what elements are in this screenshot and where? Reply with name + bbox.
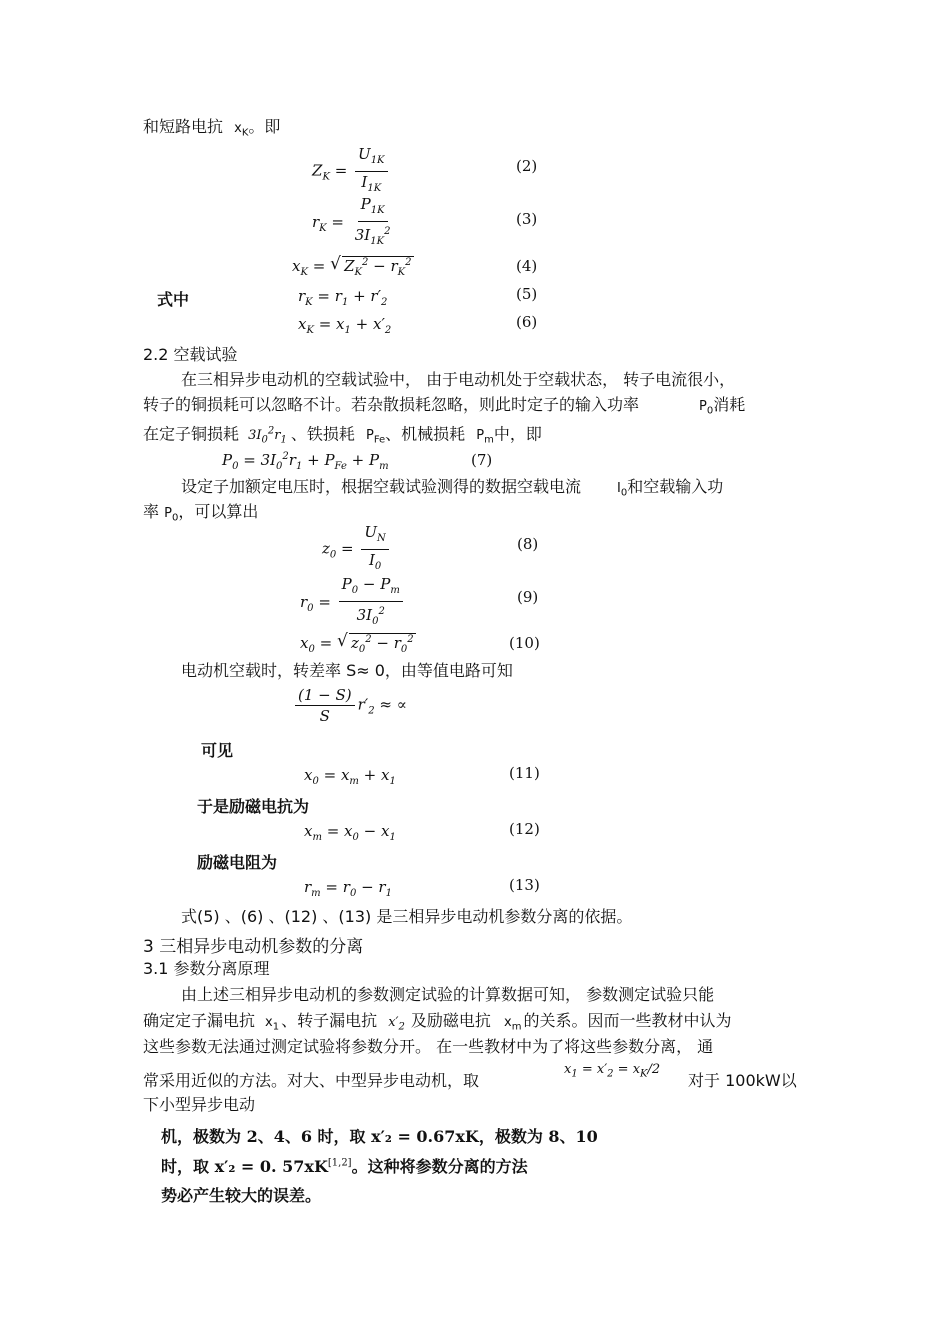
paragraph-line: 下小型异步电动 — [143, 1095, 256, 1114]
intro-line: 和短路电抗 $x_K$。即 — [143, 117, 281, 139]
paragraph-line: 对于 100kW以 — [688, 1071, 797, 1090]
equation-3: $r_K$ = $\frac{P_{1K}}{3I_{1K}^2}$ — [312, 195, 391, 247]
equation-8: $z_0$ = $\frac{U_N}{I_0}$ — [322, 523, 392, 576]
paragraph-line: 由上述三相异步电动机的参数测定试验的计算数据可知， 参数测定试验只能 — [181, 985, 715, 1004]
paragraph-line: 式(5) 、(6) 、(12) 、(13) 是三相异步电动机参数分离的依据。 — [181, 907, 633, 926]
equation-13: $r_m = r_0 - r_1$ — [304, 878, 392, 899]
approximation-formula: $x_1 = x'_2 = x_K/2$ — [564, 1062, 661, 1080]
where-label: 式中 — [157, 290, 190, 309]
equation-7: $P_0 = 3I_0^2r_1 + P_{Fe} + P_m$ — [222, 451, 389, 472]
equation-number: (3) — [516, 210, 538, 228]
label-excitation-reactance: 于是励磁电抗为 — [197, 797, 310, 816]
equation-11: $x_0 = x_m + x_1$ — [304, 766, 396, 787]
paragraph-line: 常采用近似的方法。对大、中型异步电动机，取 — [143, 1071, 480, 1090]
label-kejian: 可见 — [201, 741, 234, 760]
paragraph-line: 在三相异步电动机的空载试验中， 由于电动机处于空载状态， 转子电流很小， — [181, 370, 736, 389]
paragraph-line: 确定定子漏电抗 $x_1$ 、转子漏电抗 $x'_2$ 及励磁电抗 $x_m$ 的关系。因而一些教材中认为 — [143, 1011, 732, 1033]
scanned-text-line: 时，取 x′₂ = 0. 57xK[1,2]。这种将参数分离的方法 — [161, 1157, 528, 1176]
equation-number: (9) — [517, 588, 539, 606]
paragraph-line: 设定子加额定电压时，根据空载试验测得的数据空载电流 $I_0$和空载输入功 — [181, 477, 724, 499]
equation-9: $r_0$ = $\frac{P_0 - P_m}{3I_0^2}$ — [300, 575, 406, 631]
equation-number: (13) — [509, 876, 540, 894]
paragraph-line: 电动机空载时，转差率 S≈ 0，由等值电路可知 — [181, 661, 513, 680]
equation-10: $x_0$ = √ $z_0^2 - r_0^2$ — [300, 631, 414, 655]
slip-expression: $\frac{(1 - S)}{S}$ $r'_2$ ≈ ∝ — [292, 686, 407, 725]
scanned-text-line: 机，极数为 2、4、6 时，取 x′₂ = 0.67xK，极数为 8、10 — [161, 1127, 598, 1146]
equation-5: $r_K = r_1 + r'_2$ — [298, 287, 388, 308]
equation-number: (10) — [509, 634, 540, 652]
equation-number: (12) — [509, 820, 540, 838]
paragraph-line: 在定子铜损耗 $3I_0^2r_1$ 、铁损耗 $P_{Fe}$、机械损耗 $P_m$中，即 — [143, 424, 542, 446]
equation-number: (7) — [471, 451, 493, 469]
subsection-heading: 3.1 参数分离原理 — [143, 959, 270, 978]
equation-6: $x_K = x_1 + x'_2$ — [298, 315, 392, 336]
section-heading: 3 三相异步电动机参数的分离 — [143, 937, 364, 957]
paragraph-line: 率 $P_0$，可以算出 — [143, 502, 259, 524]
section-heading: 2.2 空载试验 — [143, 345, 238, 364]
equation-2: $Z_K$ = $\frac{U_{1K}}{I_{1K}}$ — [312, 145, 391, 198]
equation-number: (2) — [516, 157, 538, 175]
equation-number: (8) — [517, 535, 539, 553]
equation-12: $x_m = x_0 - x_1$ — [304, 822, 396, 843]
equation-number: (6) — [516, 313, 538, 331]
equation-number: (4) — [516, 257, 538, 275]
equation-number: (5) — [516, 285, 538, 303]
equation-number: (11) — [509, 764, 540, 782]
equation-4: $x_K$ = √ $Z_K^2 - r_K^2$ — [292, 254, 412, 278]
label-excitation-resistance: 励磁电阻为 — [197, 853, 278, 872]
paragraph-line: 这些参数无法通过测定试验将参数分开。 在一些教材中为了将这些参数分离， 通 — [143, 1037, 714, 1056]
paragraph-line: 转子的铜损耗可以忽略不计。若杂散损耗忽略，则此时定子的输入功率 $P_0$消耗 — [143, 395, 746, 417]
scanned-text-line: 势必产生较大的误差。 — [161, 1186, 322, 1205]
